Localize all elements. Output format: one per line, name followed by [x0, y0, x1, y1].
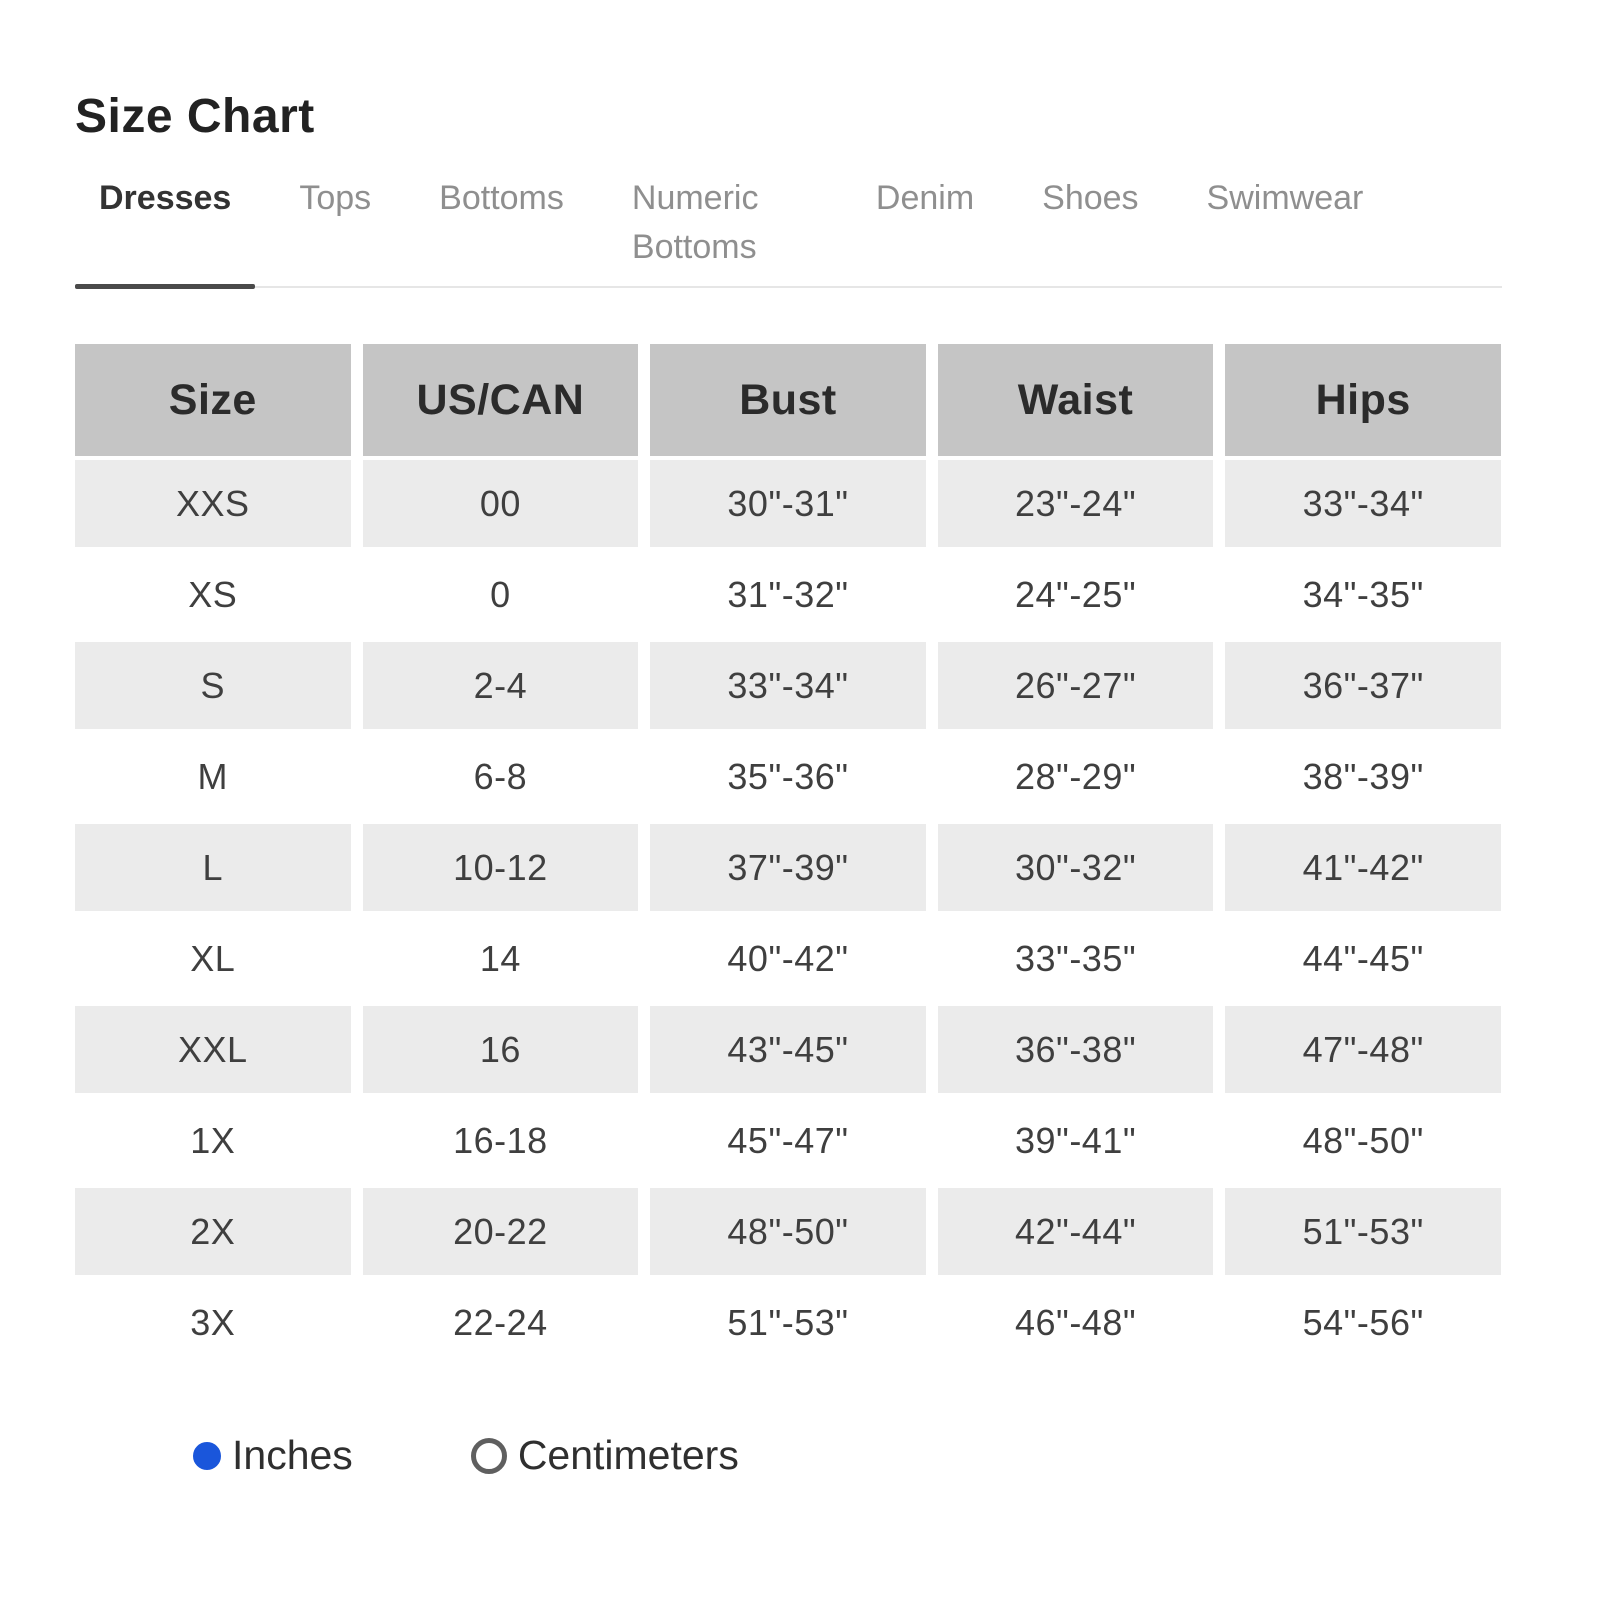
size-table: [63, 340, 1513, 1370]
cell-uscan: 10-12: [363, 824, 639, 911]
table-row-xl: [75, 915, 1501, 1002]
unit-option-label: Inches: [232, 1432, 353, 1478]
cell-waist: 42"-44": [938, 1188, 1214, 1275]
cell-uscan: 16: [363, 1006, 639, 1093]
cell-uscan: 16-18: [363, 1097, 639, 1184]
cell-waist: 24"-25": [938, 551, 1214, 638]
tab-denim[interactable]: Denim: [875, 179, 975, 217]
cell-bust: 30"-31": [650, 460, 926, 547]
cell-size: XXS: [75, 460, 351, 547]
cell-bust: 48"-50": [650, 1188, 926, 1275]
cell-waist: 46"-48": [938, 1279, 1214, 1366]
cell-waist: 33"-35": [938, 915, 1214, 1002]
tab-tops[interactable]: Tops: [299, 179, 372, 217]
tab-bottoms[interactable]: Bottoms: [439, 179, 564, 217]
cell-size: XXL: [75, 1006, 351, 1093]
tab-dresses[interactable]: Dresses: [75, 174, 255, 272]
cell-uscan: 6-8: [363, 733, 639, 820]
cell-size: XS: [75, 551, 351, 638]
cell-uscan: 20-22: [363, 1188, 639, 1275]
table-row-3x: [75, 1279, 1501, 1366]
cell-waist: 23"-24": [938, 460, 1214, 547]
column-header-hips: Hips: [1225, 344, 1501, 456]
cell-bust: 43"-45": [650, 1006, 926, 1093]
table-row-2x: [75, 1188, 1501, 1275]
tab-bar: [75, 174, 1502, 288]
cell-bust: 31"-32": [650, 551, 926, 638]
cell-hips: 54"-56": [1225, 1279, 1501, 1366]
cell-hips: 33"-34": [1225, 460, 1501, 547]
cell-waist: 26"-27": [938, 642, 1214, 729]
cell-waist: 30"-32": [938, 824, 1214, 911]
cell-bust: 37"-39": [650, 824, 926, 911]
cell-hips: 51"-53": [1225, 1188, 1501, 1275]
cell-uscan: 2-4: [363, 642, 639, 729]
tab-swimwear[interactable]: Swimwear: [1206, 179, 1364, 217]
cell-hips: 41"-42": [1225, 824, 1501, 911]
size-table-body: [75, 460, 1501, 1366]
cell-bust: 51"-53": [650, 1279, 926, 1366]
cell-bust: 35"-36": [650, 733, 926, 820]
header-row: [75, 344, 1501, 456]
cell-hips: 34"-35": [1225, 551, 1501, 638]
table-row-l: [75, 824, 1501, 911]
cell-uscan: 22-24: [363, 1279, 639, 1366]
cell-waist: 39"-41": [938, 1097, 1214, 1184]
cell-size: 1X: [75, 1097, 351, 1184]
unit-toggle: [193, 1432, 1502, 1479]
cell-size: M: [75, 733, 351, 820]
cell-size: L: [75, 824, 351, 911]
cell-hips: 48"-50": [1225, 1097, 1501, 1184]
cell-waist: 36"-38": [938, 1006, 1214, 1093]
size-table-header: [75, 344, 1501, 456]
cell-hips: 44"-45": [1225, 915, 1501, 1002]
cell-uscan: 0: [363, 551, 639, 638]
cell-hips: 36"-37": [1225, 642, 1501, 729]
table-row-xxl: [75, 1006, 1501, 1093]
column-header-waist: Waist: [938, 344, 1214, 456]
cell-size: 2X: [75, 1188, 351, 1275]
unit-option-inches[interactable]: [193, 1432, 353, 1479]
cell-size: XL: [75, 915, 351, 1002]
cell-uscan: 14: [363, 915, 639, 1002]
column-header-bust: Bust: [650, 344, 926, 456]
page-title: Size Chart: [75, 90, 315, 143]
cell-uscan: 00: [363, 460, 639, 547]
table-row-xs: [75, 551, 1501, 638]
table-row-1x: [75, 1097, 1501, 1184]
table-row-xxs: [75, 460, 1501, 547]
column-header-uscan: US/CAN: [363, 344, 639, 456]
unit-option-label: Centimeters: [517, 1432, 739, 1478]
cell-bust: 33"-34": [650, 642, 926, 729]
column-header-size: Size: [75, 344, 351, 456]
cell-bust: 45"-47": [650, 1097, 926, 1184]
cell-waist: 28"-29": [938, 733, 1214, 820]
tab-numeric-bottoms[interactable]: Numeric Bottoms: [631, 179, 759, 266]
cell-size: S: [75, 642, 351, 729]
radio-unselected-icon: [471, 1438, 507, 1474]
cell-bust: 40"-42": [650, 915, 926, 1002]
table-row-s: [75, 642, 1501, 729]
cell-size: 3X: [75, 1279, 351, 1366]
unit-option-centimeters[interactable]: [471, 1432, 739, 1479]
radio-selected-icon: [193, 1442, 221, 1470]
tab-shoes[interactable]: Shoes: [1042, 179, 1139, 217]
cell-hips: 38"-39": [1225, 733, 1501, 820]
cell-hips: 47"-48": [1225, 1006, 1501, 1093]
table-row-m: [75, 733, 1501, 820]
